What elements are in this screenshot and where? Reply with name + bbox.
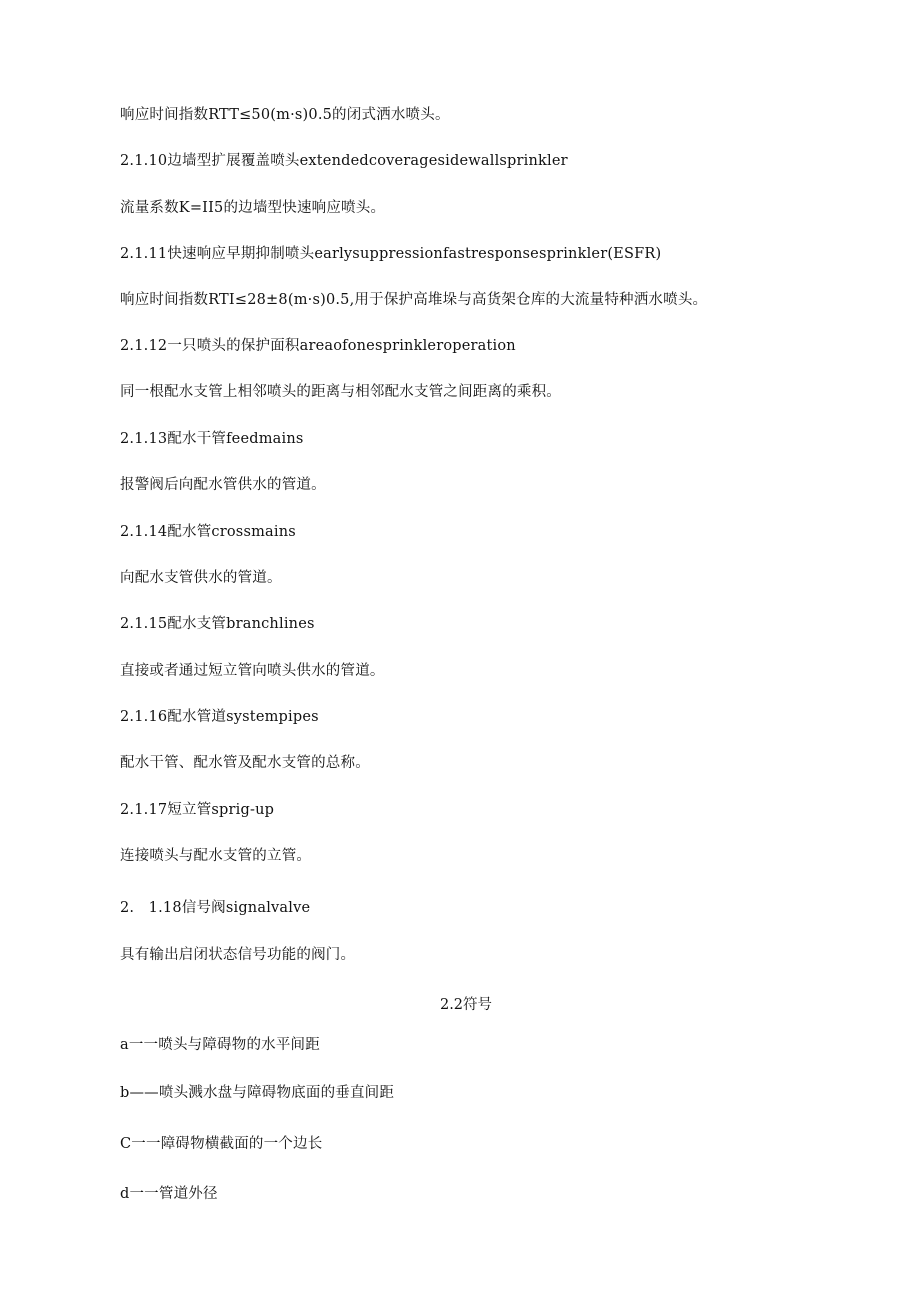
paragraph-rtt-definition: 响应时间指数RTT≤50(m·s)0.5的闭式洒水喷头。: [120, 107, 450, 123]
paragraph-2-1-18-definition: 具有输出启闭状态信号功能的阀门。: [120, 947, 356, 963]
paragraph-2-1-13-definition: 报警阀后向配水管供水的管道。: [120, 477, 326, 493]
term-2-1-17: 2.1.17短立管sprig-up: [120, 802, 275, 818]
term-2-1-10: 2.1.10边墙型扩展覆盖喷头extendedcoveragesidewallsprinkler: [120, 153, 568, 169]
paragraph-2-1-17-definition: 连接喷头与配水支管的立管。: [120, 848, 312, 864]
section-heading-symbols: 2.2符号: [439, 997, 493, 1013]
term-2-1-16: 2.1.16配水管道systempipes: [120, 709, 319, 725]
paragraph-2-1-15-definition: 直接或者通过短立管向喷头供水的管道。: [120, 663, 385, 679]
paragraph-2-1-12-definition: 同一根配水支管上相邻喷头的距离与相邻配水支管之间距离的乘积。: [120, 384, 561, 400]
symbol-c: C一一障碍物横截面的一个边长: [120, 1136, 323, 1152]
symbol-b: b——喷头溅水盘与障碍物底面的垂直间距: [120, 1085, 395, 1101]
term-2-1-12: 2.1.12一只喷头的保护面积areaofonesprinkleroperation: [120, 338, 516, 354]
term-2-1-15: 2.1.15配水支管branchlines: [120, 616, 315, 632]
term-2-1-18: 2. 1.18信号阀signalvalve: [120, 900, 311, 916]
term-2-1-14: 2.1.14配水管crossmains: [120, 524, 296, 540]
paragraph-2-1-10-definition: 流量系数K=II5的边墙型快速响应喷头。: [120, 200, 386, 216]
term-2-1-11: 2.1.11快速响应早期抑制喷头earlysuppressionfastresponsesprinkler(ESFR): [120, 246, 662, 262]
symbol-d: d一一管道外径: [120, 1186, 218, 1202]
paragraph-2-1-16-definition: 配水干管、配水管及配水支管的总称。: [120, 755, 370, 771]
paragraph-2-1-11-definition: 响应时间指数RTI≤28±8(m·s)0.5,用于保护高堆垛与高货架仓库的大流量特种洒水喷头。: [120, 292, 708, 308]
paragraph-2-1-14-definition: 向配水支管供水的管道。: [120, 570, 282, 586]
term-2-1-13: 2.1.13配水干管feedmains: [120, 431, 304, 447]
symbol-a: a一一喷头与障碍物的水平间距: [120, 1037, 320, 1053]
